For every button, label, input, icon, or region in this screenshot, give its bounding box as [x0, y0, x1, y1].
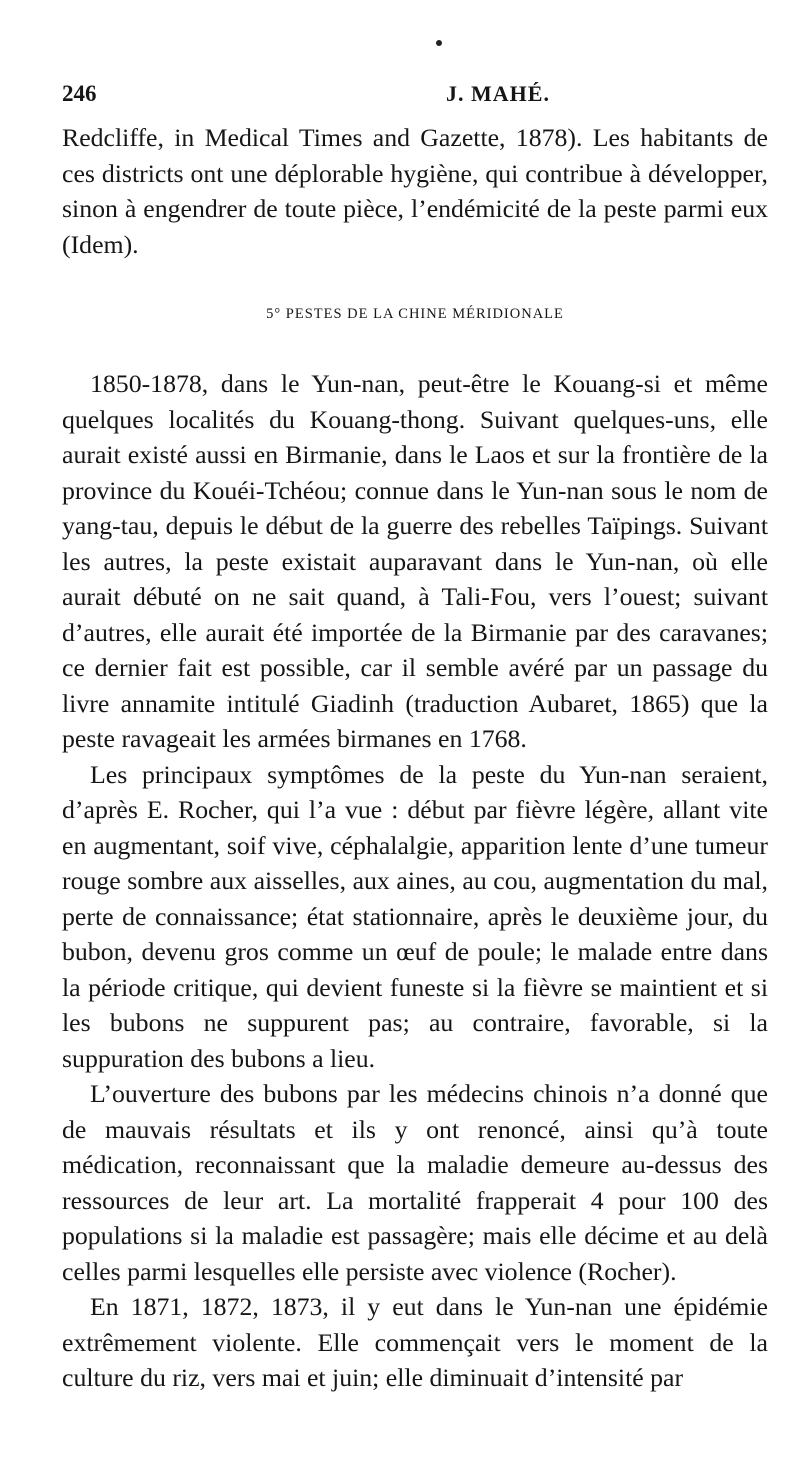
- section-heading: 5° PESTES DE LA CHINE MÉRIDIONALE: [266, 306, 564, 322]
- paragraph-1850-1878: 1850-1878, dans le Yun-nan, peut-être le Kouang-si et même quelques localités du Kouang-thong. Suivant quelques-uns, elle aurait existé aussi en Birmanie, dans le Laos et sur la frontière de la province du Kouéi-Tchéou; connue dans le Yun-nan sous le nom de yang-tau, depuis le début de la guerre des rebelles Taïpings. Suivant les autres, la peste existait auparavant dans le Yun-nan, où elle aurait débuté on ne sait quand, à Tali-Fou, vers l’ouest; suivant d’autres, elle aurait été importée de la Birmanie par des caravanes; ce dernier fait est possible, car il semble avéré par un passage du livre annamite intitulé Giadinh (traduction Aubaret, 1865) que la peste ravageait les armées birmanes en 1768.: [62, 369, 768, 753]
- page-number: 246: [62, 81, 97, 106]
- paragraph-ouverture-bubons: L’ouverture des bubons par les médecins chinois n’a donné que de mauvais résultats et ils y ont renoncé, ainsi qu’à toute médication, reconnaissant que la maladie demeure au-dessus des ressources de leur art. La mortalité frapperait 4 pour 100 des populations si la maladie est passagère; mais elle décime et au delà celles parmi lesquelles elle persiste avec violence (Rocher).: [62, 1079, 768, 1286]
- paragraph-continued: Redcliffe, in Medical Times and Gazette, 1878). Les habitants de ces districts ont une déplorable hygiène, qui contribue à développer, sinon à engendrer de toute pièce, l’endémicité de la peste parmi eux (Idem).: [62, 123, 768, 259]
- paragraph-symptomes: Les principaux symptômes de la peste du Yun-nan seraient, d’après E. Rocher, qui l’a vue : début par fièvre légère, allant vite en augmentant, soif vive, céphalalgie, apparition lente d’une tumeur rouge sombre aux aisselles, aux aines, au cou, augmentation du mal, perte de connaissance; état stationnaire, après le deuxième jour, du bubon, devenu gros comme un œuf de poule; le malade entre dans la période critique, qui devient funeste si la fièvre se maintient et si les bubons ne suppurent pas; au contraire, favorable, si la suppuration des bubons a lieu.: [62, 759, 768, 1073]
- page-header: [62, 81, 762, 115]
- page-body: [62, 120, 768, 1396]
- paragraph-epidemie-1871: En 1871, 1872, 1873, il y eut dans le Yun-nan une épidémie extrêmement violente. Elle commençait vers le moment de la culture du riz, vers mai et juin; elle diminuait d’intensité par: [62, 1292, 768, 1392]
- running-title: J. MAHÉ.: [446, 81, 550, 106]
- ink-dot: [436, 40, 442, 46]
